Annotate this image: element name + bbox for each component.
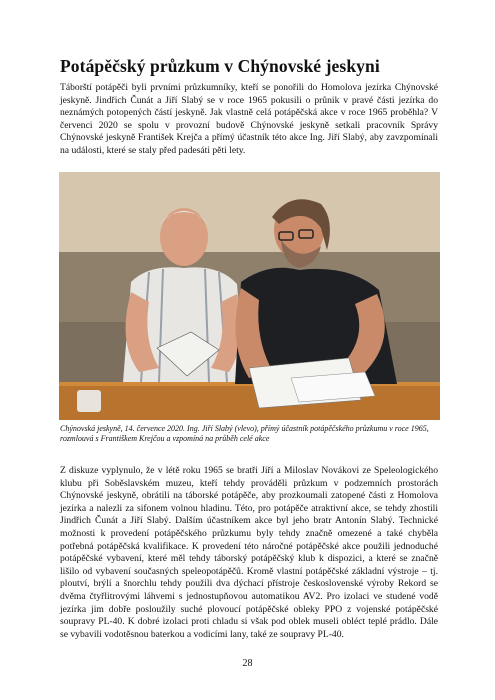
photo-caption: Chýnovská jeskyně, 14. července 2020. Ing. Jiří Slabý (vlevo), přímý účastník potápěčského průzkumu v roce 1965, rozmlouvá s Františkem Krejčou a vzpomíná na průběh celé akce — [60, 424, 429, 444]
article-title: Potápěčský průzkum v Chýnovské jeskyni — [60, 56, 380, 76]
article-photo — [59, 172, 440, 420]
page-number: 28 — [242, 658, 253, 669]
body-paragraph: Z diskuze vyplynulo, že v létě roku 1965 se bratři Jiří a Miloslav Novákovi ze Speleologického klubu při Soběslavském muzeu, kteří tehdy prováděli průzkum v podzemních prostorách Chýnovské jeskyně, obrátili na táborské potápěče, aby prozkoumali zatopené části z Homolova jezírka a nalezli za sifonem volnou hladinu. Této, pro potápěče atraktivní akce, se tehdy zhostili Jindřich Čunát a Jiří Slabý. Dalším účastníkem akce byl jeho bratr Antonín Slabý. Technické možnosti k provedení potápěčského průzkumu byly tehdy značně omezené a také chyběla potřebná potápěčská kvalifikace. K provedení této náročné potápěčské akce použili jednoduché potápěčské vybavení, které měl tehdy táborský potápěčský klub k dispozici, a které se značně lišilo od vybavení současných speleopotápěčů. Kromě vlastní potápěčské základní výstroje – tj. ploutví, brýlí a šnorchlu tehdy použili dva dýchací přístroje československé výroby Rekord se dvěma čtyřlitrovými láhvemi s jednostupňovou automatikou AV2. Pro izolaci ve studené vodě jezírka jim dobře posloužily suché plovoucí potápěčské obleky PPO z vojenské potápěčské soupravy PL-40. K dobré izolaci proti chladu si však pod oblek museli obléct teplé prádlo. Dále se vybavili vodotěsnou baterkou a vodicími lany, také ze soupravy PL-40. — [60, 465, 438, 640]
intro-paragraph: Táborští potápěči byli prvními průzkumníky, kteří se ponořili do Homolova jezírka Chýnovské jeskyně. Jindřich Čunát a Jiří Slabý se v roce 1965 pokusili o průnik v pravé části jezírka do neznámých potopených částí jeskyně. Jak vlastně celá potápěčská akce v roce 1965 proběhla? V červenci 2020 se spolu v provozní budově Chýnovské jeskyně setkali pracovník Správy Chýnovské jeskyně František Krejča a přímý účastník této akce Ing. Jiří Slabý, aby zavzpomínali na události, které se staly před padesáti pěti lety. — [60, 82, 438, 156]
